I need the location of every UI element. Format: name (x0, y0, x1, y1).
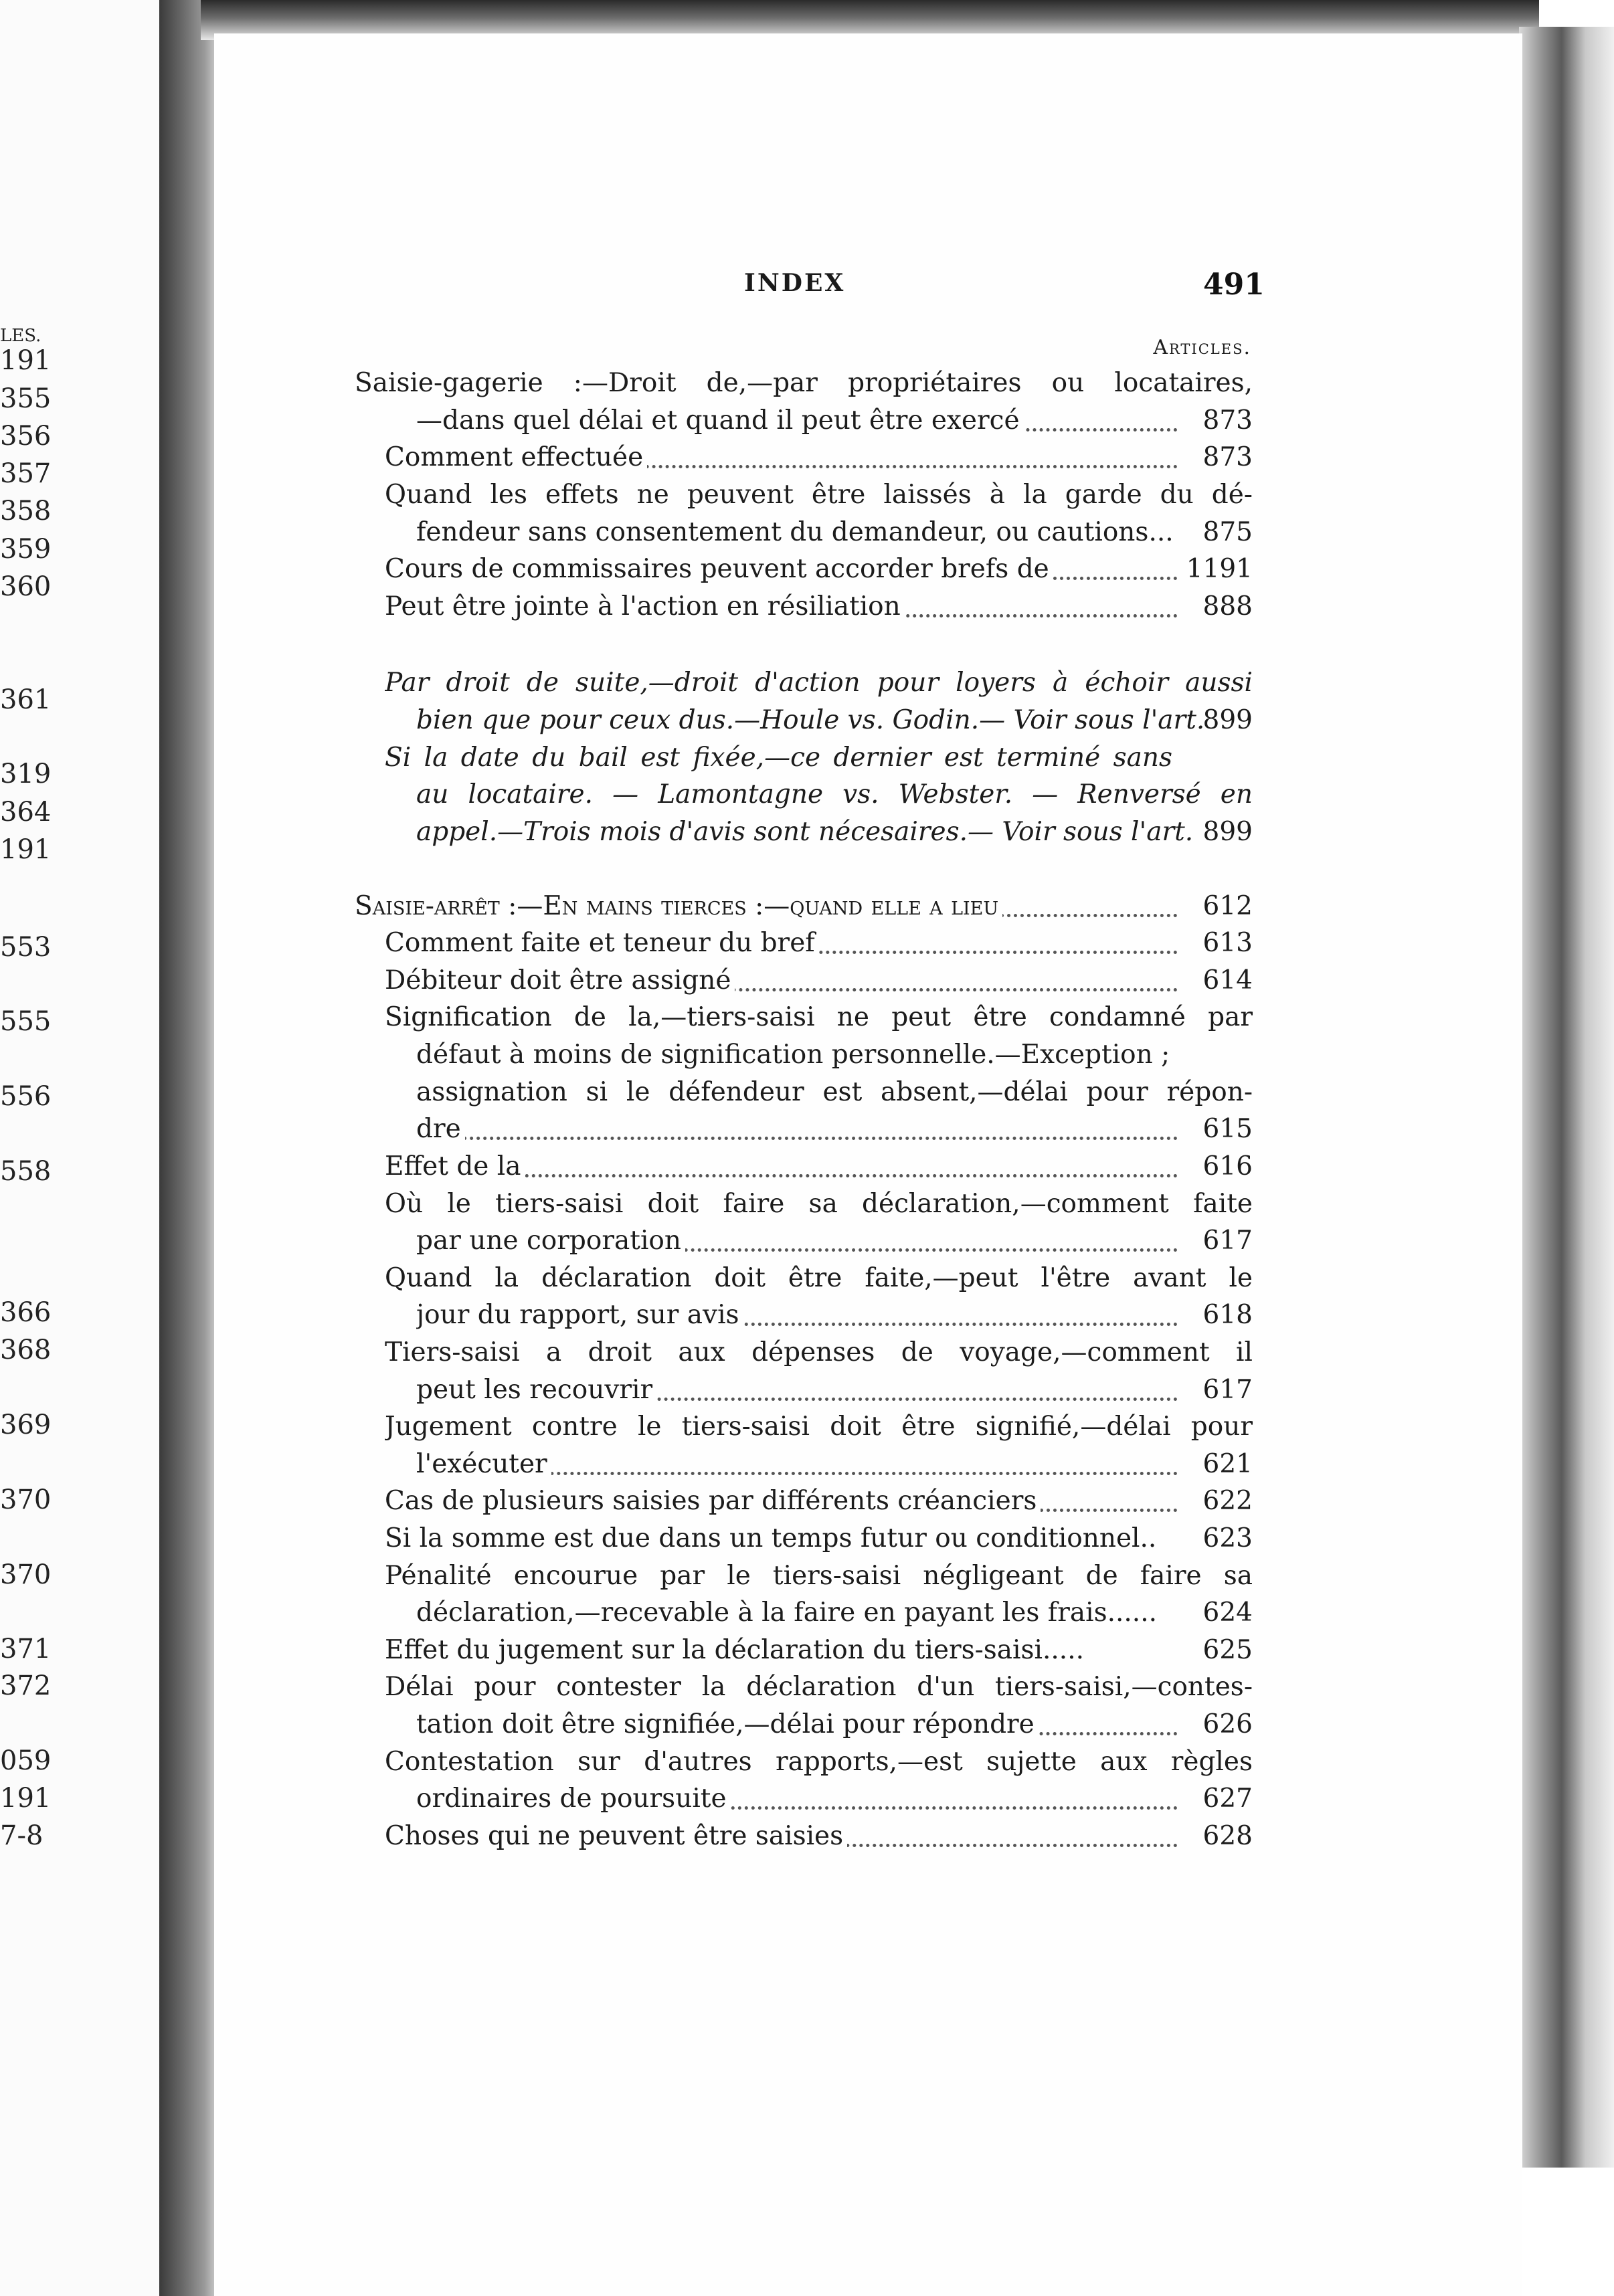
entry-text: Cours de commissaires peuvent accorder brefs de (385, 552, 1053, 587)
entry-text: Effet de la (385, 1149, 525, 1184)
left-page-fragment: 358 (0, 496, 52, 527)
dot-leader (416, 1137, 1178, 1140)
article-number: 617 (1202, 1375, 1253, 1405)
article-number: 617 (1202, 1226, 1253, 1256)
entry-text: dre (416, 1112, 465, 1147)
left-page-fragment: 364 (0, 797, 52, 828)
running-head-title: INDEX (744, 269, 846, 297)
left-page-fragment: 360 (0, 571, 52, 602)
entry-text: tation doit être signifiée,—délai pour répondre (416, 1707, 1039, 1742)
book-gutter-shadow (159, 0, 219, 2296)
article-number: 621 (1202, 1449, 1253, 1479)
index-line (385, 666, 1253, 700)
entry-text: Par droit de suite,—droit d'action pour loyers à échoir aussi (385, 668, 1253, 698)
entry-text: bien que pour ceux dus.—Houle vs. Godin.— Voir sous l'art. (416, 705, 1205, 735)
entry-text: Effet du jugement sur la déclaration du tiers-saisi..... (385, 1635, 1085, 1665)
article-number: 626 (1202, 1709, 1253, 1739)
index-line (416, 703, 1253, 738)
article-number: 614 (1202, 965, 1253, 995)
article-number: 618 (1202, 1300, 1253, 1330)
index-line (385, 1633, 1253, 1668)
index-line (416, 815, 1253, 850)
article-number: 899 (1202, 705, 1253, 735)
entry-text: Choses qui ne peuvent être saisies (385, 1819, 847, 1854)
entry-text: par une corporation (416, 1224, 685, 1258)
entry-text: —dans quel délai et quand il peut être exercé (416, 403, 1024, 438)
left-page-fragment: 059 (0, 1745, 52, 1776)
entry-text: Si la date du bail est fixée,—ce dernier est terminé sans (385, 743, 1172, 773)
index-line (385, 1559, 1253, 1594)
article-number: 875 (1202, 517, 1253, 547)
article-number: 899 (1202, 817, 1253, 847)
article-number: 628 (1202, 1821, 1253, 1851)
index-line (385, 926, 1253, 961)
left-page-fragment: 7-8 (0, 1820, 43, 1851)
entry-text: Où le tiers-saisi doit faire sa déclaration,—comment faite (385, 1189, 1253, 1219)
index-line (385, 478, 1253, 512)
entry-text: appel.—Trois mois d'avis sont nécesaires.— Voir sous l'art. (416, 817, 1194, 847)
left-page-fragment: 357 (0, 458, 52, 489)
article-number: 615 (1202, 1114, 1253, 1144)
index-line (385, 1484, 1253, 1519)
entry-text: déclaration,—recevable à la faire en payant les frais...... (416, 1598, 1157, 1628)
article-number: 873 (1202, 442, 1253, 472)
left-page-fragment: LES. (0, 326, 41, 346)
left-page-fragment: 361 (0, 684, 52, 715)
index-line (416, 403, 1253, 438)
article-number: 613 (1202, 928, 1253, 958)
index-line (385, 1187, 1253, 1222)
entry-text: au locataire. — Lamontagne vs. Webster. — Renversé en (416, 779, 1253, 809)
index-line (385, 1521, 1253, 1556)
entry-text: jour du rapport, sur avis (416, 1298, 743, 1333)
entry-text: Tiers-saisi a droit aux dépenses de voyage,—comment il (385, 1337, 1253, 1367)
index-line (416, 1707, 1253, 1742)
left-page-fragment: 369 (0, 1410, 52, 1440)
index-line (355, 366, 1253, 401)
index-line (355, 889, 1253, 924)
index-line (416, 1782, 1253, 1816)
index-line (416, 1596, 1253, 1630)
index-line (416, 1112, 1253, 1147)
index-line (385, 1149, 1253, 1184)
entry-text: fendeur sans consentement du demandeur, ou cautions... (416, 517, 1174, 547)
page-right-edge (1519, 27, 1614, 2168)
entry-text: Quand les effets ne peuvent être laissés à la garde du dé- (385, 480, 1253, 510)
entry-text: Si la somme est due dans un temps futur ou conditionnel.. (385, 1523, 1157, 1553)
entry-text: Saisie-gagerie :—Droit de,—par propriétaires ou locataires, (355, 368, 1253, 398)
left-page-fragment: 558 (0, 1156, 52, 1187)
entry-text: ordinaires de poursuite (416, 1782, 731, 1816)
article-number: 622 (1202, 1486, 1253, 1516)
entry-text: Comment faite et teneur du bref (385, 926, 819, 961)
left-page-fragment: 370 (0, 1559, 52, 1590)
left-page-fragment: 366 (0, 1297, 52, 1328)
article-number: 623 (1202, 1523, 1253, 1553)
article-number: 616 (1202, 1151, 1253, 1181)
index-line (416, 1224, 1253, 1258)
column-heading: Articles. (1153, 336, 1251, 359)
index-line (385, 1261, 1253, 1296)
index-line (385, 1745, 1253, 1780)
left-page-fragment: 368 (0, 1335, 52, 1365)
entry-text: Quand la déclaration doit être faite,—peut l'être avant le (385, 1263, 1253, 1293)
entry-text: Délai pour contester la déclaration d'un tiers-saisi,—contes- (385, 1672, 1253, 1702)
entry-text: assignation si le défendeur est absent,—délai pour répon- (416, 1077, 1253, 1107)
left-page-fragment: 359 (0, 534, 52, 565)
left-page-fragment: 370 (0, 1485, 52, 1515)
entry-text: Signification de la,—tiers-saisi ne peut être condamné par (385, 1002, 1253, 1032)
index-line (385, 741, 1253, 775)
entry-text: Peut être jointe à l'action en résiliation (385, 589, 905, 624)
left-page-fragment: 319 (0, 759, 52, 789)
index-line (416, 1038, 1253, 1072)
index-line (416, 777, 1253, 812)
entry-text: Jugement contre le tiers-saisi doit être signifié,—délai pour (385, 1412, 1253, 1442)
index-line (416, 1075, 1253, 1110)
article-number: 612 (1202, 891, 1253, 921)
article-number: 627 (1202, 1784, 1253, 1814)
entry-text: Pénalité encourue par le tiers-saisi négligeant de faire sa (385, 1561, 1253, 1591)
index-line (416, 1447, 1253, 1482)
index-line (416, 1373, 1253, 1408)
left-page-fragment: 191 (0, 834, 52, 865)
index-line (385, 1000, 1253, 1035)
entry-text: Contestation sur d'autres rapports,—est sujette aux règles (385, 1747, 1253, 1777)
left-page-fragment: 191 (0, 1783, 52, 1814)
entry-text: peut les recouvrir (416, 1373, 656, 1408)
left-page-fragment: 371 (0, 1634, 52, 1664)
left-page-edge (0, 0, 164, 2296)
article-number: 625 (1202, 1635, 1253, 1665)
left-page-fragment: 556 (0, 1081, 52, 1112)
index-line (385, 440, 1253, 475)
index-line (385, 963, 1253, 998)
left-page-fragment: 372 (0, 1670, 52, 1701)
index-line (385, 1410, 1253, 1444)
article-number: 1191 (1186, 554, 1253, 584)
left-page-fragment: 553 (0, 932, 52, 963)
left-page-fragment: 191 (0, 345, 52, 376)
entry-text: Débiteur doit être assigné (385, 963, 735, 998)
entry-text: Comment effectuée (385, 440, 647, 475)
index-line (416, 1298, 1253, 1333)
index-line (385, 589, 1253, 624)
entry-text: Cas de plusieurs saisies par différents créanciers (385, 1484, 1041, 1519)
index-line (385, 552, 1253, 587)
article-number: 873 (1202, 405, 1253, 436)
entry-text: défaut à moins de signification personnelle.—Exception ; (416, 1040, 1170, 1070)
left-page-fragment: 555 (0, 1006, 52, 1037)
left-page-fragment: 356 (0, 421, 52, 452)
page-number: 491 (1203, 268, 1265, 302)
index-line (385, 1819, 1253, 1854)
index-line (416, 515, 1253, 550)
index-line (385, 1670, 1253, 1705)
left-page-fragment: 355 (0, 383, 52, 414)
article-number: 624 (1202, 1598, 1253, 1628)
entry-text: l'exécuter (416, 1447, 551, 1482)
index-line (385, 1335, 1253, 1370)
article-number: 888 (1202, 591, 1253, 621)
entry-text: Saisie-arrêt :—En mains tierces :—quand elle a lieu (355, 889, 1002, 924)
